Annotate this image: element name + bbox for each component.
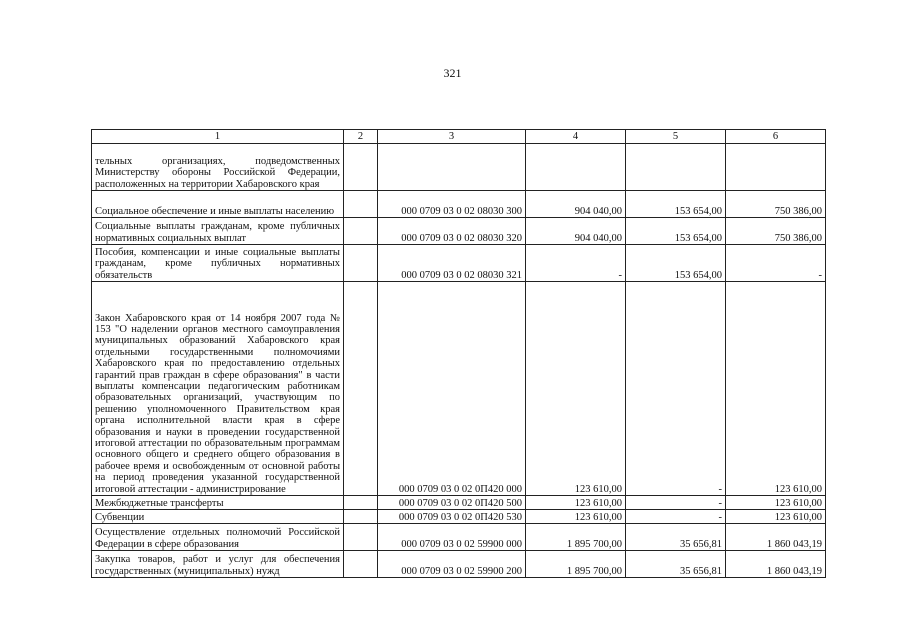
row-col2 — [344, 496, 378, 510]
row-value-5: 153 654,00 — [626, 218, 726, 245]
row-value-4: 123 610,00 — [526, 510, 626, 524]
column-header-2: 2 — [344, 130, 378, 144]
row-code: 000 0709 03 0 02 0П420 000 — [378, 282, 526, 496]
table-header-row — [92, 130, 826, 144]
row-value-4: 123 610,00 — [526, 282, 626, 496]
row-col2 — [344, 282, 378, 496]
row-value-6: - — [726, 245, 826, 282]
table-row — [92, 245, 826, 282]
row-value-5: - — [626, 282, 726, 496]
row-name: Субвенции — [92, 510, 344, 524]
column-header-5: 5 — [626, 130, 726, 144]
column-header-1: 1 — [92, 130, 344, 144]
table-row — [92, 524, 826, 551]
row-code: 000 0709 03 0 02 0П420 530 — [378, 510, 526, 524]
row-code: 000 0709 03 0 02 0П420 500 — [378, 496, 526, 510]
row-col2 — [344, 144, 378, 191]
table-row — [92, 218, 826, 245]
row-value-5: - — [626, 496, 726, 510]
row-name: Социальное обеспечение и иные выплаты населению — [92, 191, 344, 218]
row-value-5: - — [626, 510, 726, 524]
row-col2 — [344, 510, 378, 524]
row-value-4: 123 610,00 — [526, 496, 626, 510]
row-value-6: 123 610,00 — [726, 496, 826, 510]
column-header-3: 3 — [378, 130, 526, 144]
row-code — [378, 144, 526, 191]
row-code: 000 0709 03 0 02 08030 320 — [378, 218, 526, 245]
row-code: 000 0709 03 0 02 59900 200 — [378, 551, 526, 578]
table-row — [92, 144, 826, 191]
row-name: Закупка товаров, работ и услуг для обеспечения государственных (муниципальных) нужд — [92, 551, 344, 578]
row-value-6: 750 386,00 — [726, 218, 826, 245]
table-row — [92, 496, 826, 510]
column-header-4: 4 — [526, 130, 626, 144]
budget-table — [91, 129, 826, 578]
row-value-5: 35 656,81 — [626, 524, 726, 551]
row-name: Межбюджетные трансферты — [92, 496, 344, 510]
row-col2 — [344, 191, 378, 218]
row-col2 — [344, 524, 378, 551]
row-col2 — [344, 245, 378, 282]
row-name: тельных организациях, подведомственных Министерству обороны Российской Федерации, расположенных на территории Хабаровского края — [92, 144, 344, 191]
table-row — [92, 191, 826, 218]
table-row — [92, 282, 826, 496]
row-value-6: 123 610,00 — [726, 510, 826, 524]
table-row — [92, 551, 826, 578]
row-value-4 — [526, 144, 626, 191]
row-value-4: - — [526, 245, 626, 282]
row-code: 000 0709 03 0 02 08030 321 — [378, 245, 526, 282]
row-value-5: 153 654,00 — [626, 245, 726, 282]
row-value-6: 1 860 043,19 — [726, 524, 826, 551]
row-value-5: 153 654,00 — [626, 191, 726, 218]
row-value-6: 123 610,00 — [726, 282, 826, 496]
row-value-4: 904 040,00 — [526, 218, 626, 245]
row-value-5 — [626, 144, 726, 191]
row-col2 — [344, 551, 378, 578]
page-number: 321 — [443, 66, 462, 80]
row-col2 — [344, 218, 378, 245]
row-name: Пособия, компенсации и иные социальные выплаты гражданам, кроме публичных нормативных обязательств — [92, 245, 344, 282]
row-code: 000 0709 03 0 02 08030 300 — [378, 191, 526, 218]
row-value-4: 904 040,00 — [526, 191, 626, 218]
row-value-5: 35 656,81 — [626, 551, 726, 578]
row-value-6: 750 386,00 — [726, 191, 826, 218]
table-row — [92, 510, 826, 524]
column-header-6: 6 — [726, 130, 826, 144]
row-name: Закон Хабаровского края от 14 ноября 2007 года № 153 "О наделении органов местного самоуправления муниципальных образований Хабаровского края отдельными государственными полномочиями Хабаровского края по предоставлению отдельных гарантий прав граждан в сфере образования" в части выплаты компенсации педагогическим работникам образовательных организаций, участвующим по решению уполномоченного Правительством края органа исполнительной власти края в сфере образования и науки в проведении государственной итоговой аттестации по образовательным программам основного общего и среднего общего образования в рабочее время и освобожденным от основной работы на период проведения указанной государственной итоговой аттестации - администрирование — [92, 282, 344, 496]
row-code: 000 0709 03 0 02 59900 000 — [378, 524, 526, 551]
row-name: Осуществление отдельных полномочий Российской Федерации в сфере образования — [92, 524, 344, 551]
row-value-6: 1 860 043,19 — [726, 551, 826, 578]
row-value-6 — [726, 144, 826, 191]
row-value-4: 1 895 700,00 — [526, 524, 626, 551]
row-value-4: 1 895 700,00 — [526, 551, 626, 578]
row-name: Социальные выплаты гражданам, кроме публичных нормативных социальных выплат — [92, 218, 344, 245]
